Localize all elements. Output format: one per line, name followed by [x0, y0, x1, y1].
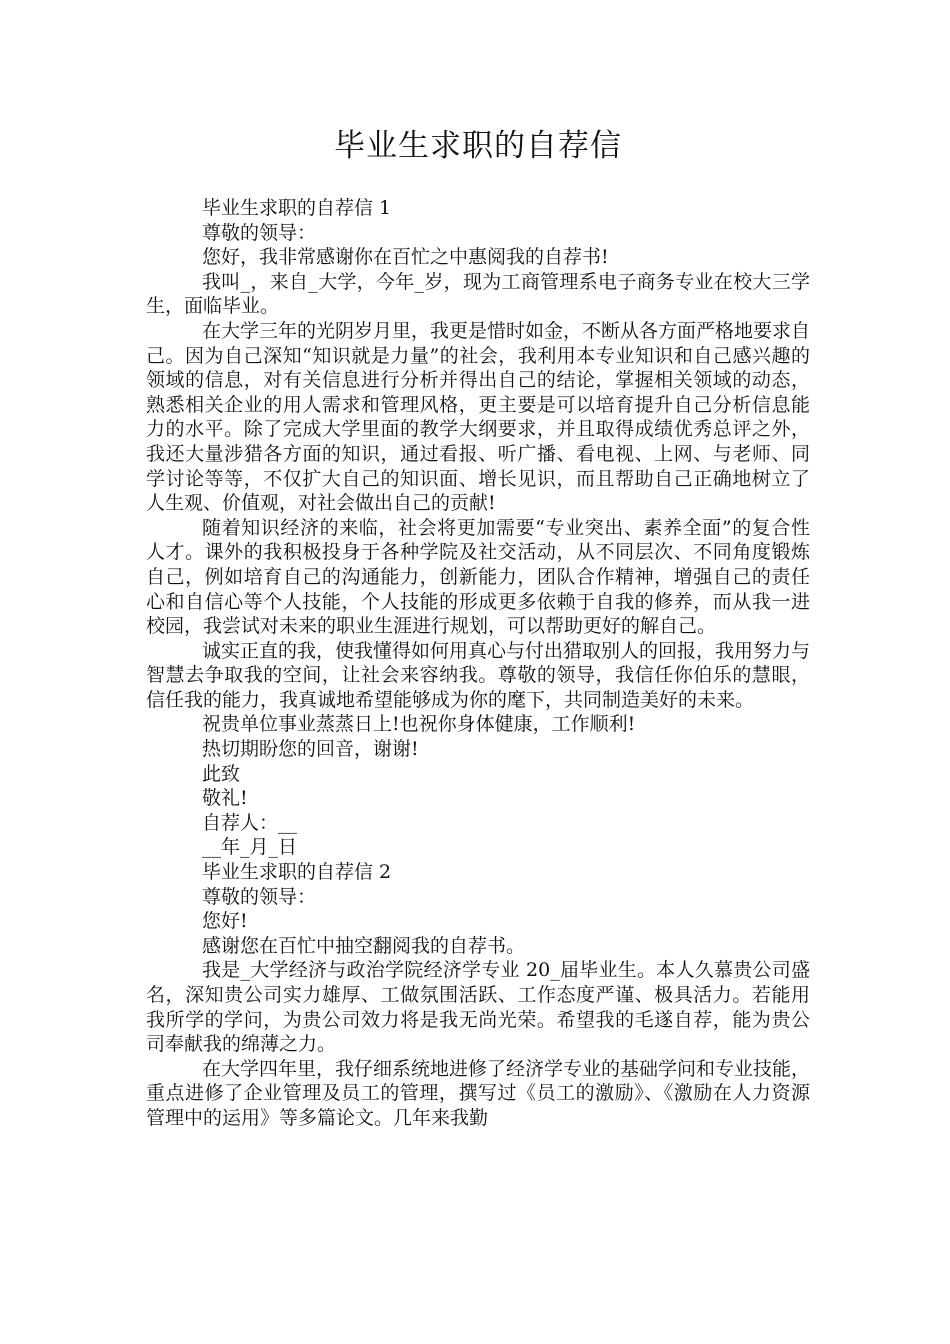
paragraph: 尊敬的领导：	[202, 885, 317, 908]
paragraph: 诚实正直的我，使我懂得如何用真心与付出猎取别人的回报，我用努力与智慧去争取我的空间，让社会来容纳我。尊敬的领导，我信任你伯乐的慧眼，信任我的能力，我真诚地希望能够成为你的麾下，共同制造美好的未来。	[146, 639, 811, 711]
paragraph: 在大学三年的光阴岁月里，我更是惜时如金，不断从各方面严格地要求自己。因为自己深知“知识就是力量”的社会，我利用本专业知识和自己感兴趣的领域的信息，对有关信息进行分析并得出自己的结论，掌握相关领域的动态，熟悉相关企业的用人需求和管理风格，更主要是可以培育提升自己分析信息能力的水平。除了完成大学里面的教学大纲要求，并且取得成绩优秀总评之外，我还大量涉猎各方面的知识，通过看报、听广播、看电视、上网、与老师、同学讨论等等，不仅扩大自己的知识面、增长见识，而且帮助自己正确地树立了人生观、价值观，对社会做出自己的贡献!	[146, 319, 811, 515]
paragraph: 我是_大学经济与政治学院经济学专业 20_届毕业生。本人久慕贵公司盛名，深知贵公司实力雄厚、工做氛围活跃、工作态度严谨、极具活力。若能用我所学的学问，为贵公司效力将是我无尚光荣。希望我的毛遂自荐，能为贵公司奉献我的绵薄之力。	[146, 959, 810, 1056]
document-page	[146, 124, 810, 1131]
paragraph: 毕业生求职的自荐信 2	[202, 861, 392, 884]
paragraph: __年_月_日	[202, 836, 298, 859]
paragraph: 敬礼!	[202, 787, 248, 810]
letter-body	[146, 196, 810, 1131]
paragraph: 您好!	[202, 910, 248, 933]
document-title: 毕业生求职的自荐信	[334, 128, 622, 164]
paragraph: 热切期盼您的回音，谢谢!	[202, 738, 419, 761]
paragraph: 您好，我非常感谢你在百忙之中惠阅我的自荐书!	[202, 246, 609, 269]
paragraph: 感谢您在百忙中抽空翻阅我的自荐书。	[202, 934, 526, 957]
paragraph: 毕业生求职的自荐信 1	[202, 197, 392, 219]
paragraph: 尊敬的领导：	[202, 221, 317, 244]
paragraph: 我叫_，来自_大学，今年_岁，现为工商管理系电子商务专业在校大三学生，面临毕业。	[146, 270, 810, 318]
paragraph: 祝贵单位事业蒸蒸日上!也祝你身体健康，工作顺利!	[202, 713, 636, 736]
paragraph: 在大学四年里，我仔细系统地进修了经济学专业的基础学问和专业技能，重点进修了企业管理及员工的管理，撰写过《员工的激励》、《激励在人力资源管理中的运用》等多篇论文。几年来我勤	[146, 1057, 811, 1129]
paragraph: 自荐人：__	[202, 811, 298, 834]
paragraph: 随着知识经济的来临，社会将更加需要“专业突出、素养全面”的复合性人才。课外的我积极投身于各种学院及社交活动，从不同层次、不同角度锻炼自己，例如培育自己的沟通能力，创新能力，团队合作精神，增强自己的责任心和自信心等个人技能，个人技能的形成更多依赖于自我的修养，而从我一进校园，我尝试对未来的职业生涯进行规划，可以帮助更好的解自己。	[146, 516, 810, 638]
paragraph: 此致	[202, 762, 241, 785]
